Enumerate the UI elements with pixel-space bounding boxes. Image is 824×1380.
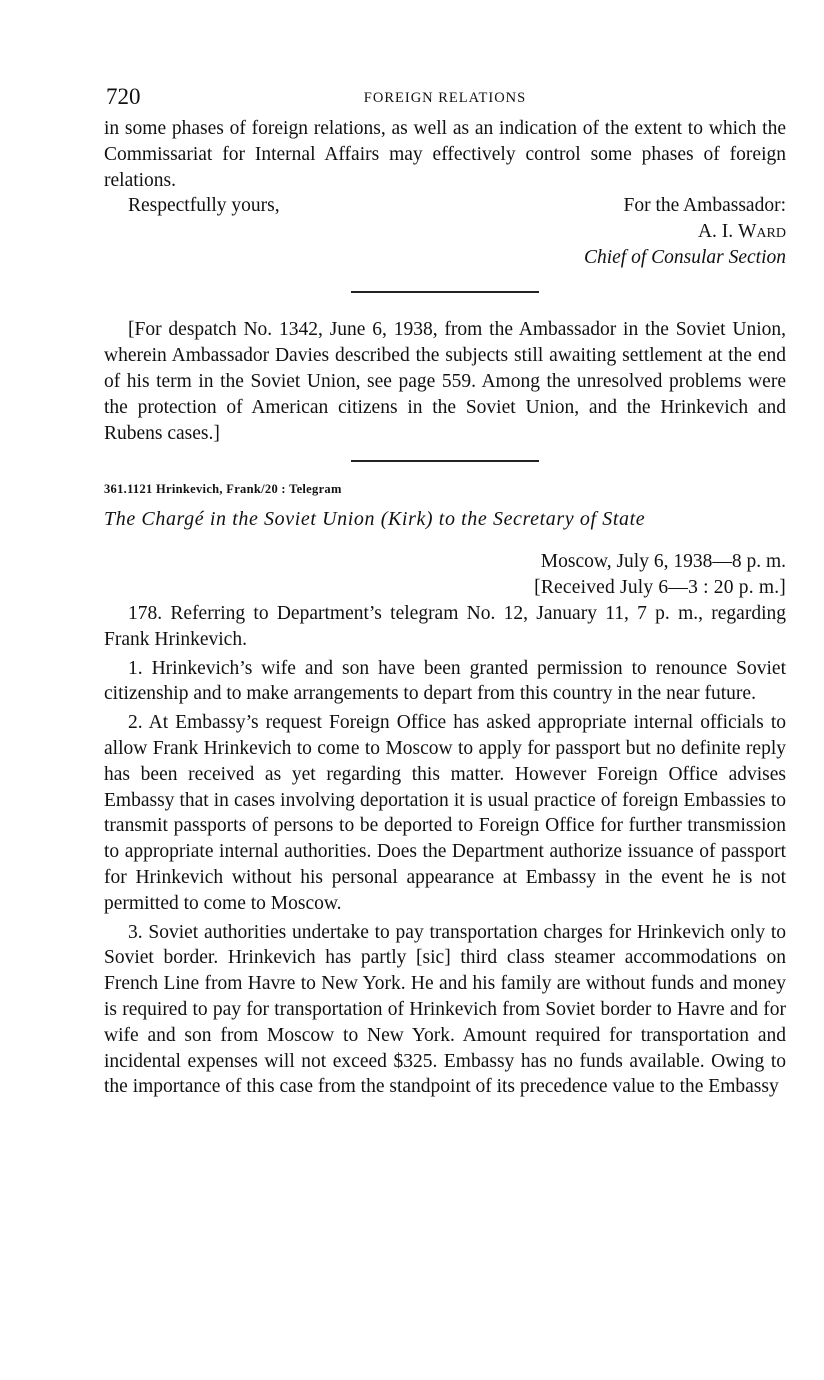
signatory xyxy=(584,193,786,270)
signatory-position: Chief of Consular Section xyxy=(583,246,786,268)
signatory-surname: Ward xyxy=(738,221,786,243)
page-number: 720 xyxy=(106,84,141,109)
section-divider xyxy=(351,291,539,293)
telegram-paragraph: 3. Soviet authorities undertake to pay transportation charges for Hrinkevich only to Soviet border. Hrinkevich has partly [sic] third class steamer accommodations on French Line from Havre to New York. He and his family are without funds and money is required to pay for transportation of Hrinkevich from Soviet border to Havre and for wife and son from Moscow to New York. Amount required for transportation and incidental expenses will not exceed $325. Embassy has no funds available. Owing to the importance of this case from the standpoint of its precedence value to the Embassy xyxy=(104,921,786,1098)
document-page xyxy=(104,84,786,1100)
running-head xyxy=(104,84,786,116)
telegram-paragraph: 1. Hrinkevich’s wife and son have been granted permission to renounce Soviet citizenship and to make arrangements to depart from this country in the near future. xyxy=(104,657,786,705)
telegram-paragraph: 2. At Embassy’s request Foreign Office has asked appropriate internal officials to allow Frank Hrinkevich to come to Moscow to apply for passport but no definite reply has been received as yet regarding this matter. However Foreign Office advises Embassy that in cases involving deportation it is usual practice of foreign Embassies to transmit passports of persons to be deported to Foreign Office for further transmission to appropriate internal authorities. Does the Department authorize issuance of passport for Hrinkevich without his personal appearance at Embassy in the event he is not permitted to come to Moscow. xyxy=(104,712,786,914)
closing-salutation: Respectfully yours, xyxy=(128,195,280,217)
document-title: The Chargé in the Soviet Union (Kirk) to the Secretary of State xyxy=(104,508,646,531)
section-divider xyxy=(351,460,539,462)
dateline-block xyxy=(104,549,786,601)
running-head-title: FOREIGN RELATIONS xyxy=(363,90,527,106)
file-reference: 361.1121 Hrinkevich, Frank/20 : Telegram xyxy=(104,482,342,497)
continuation-paragraph: in some phases of foreign relations, as well as an indication of the extent to which the Commissariat for Internal Affairs may effectively control some phases of foreign relations. xyxy=(104,118,786,191)
signatory-initials: A. I. xyxy=(697,221,734,243)
signature-block xyxy=(104,193,786,271)
received-line: [Received July 6—3 : 20 p. m.] xyxy=(534,577,786,599)
editorial-note: [For despatch No. 1342, June 6, 1938, from the Ambassador in the Soviet Union, wherein Ambassador Davies described the subjects still awaiting settlement at the end of his term in the Soviet Union, see page 559. Among the unresolved problems were the protection of American citizens in the Soviet Union, and the Hrinkevich and Rubens cases.] xyxy=(104,319,786,444)
for-ambassador-line: For the Ambassador: xyxy=(623,195,786,217)
telegram-paragraph: 178. Referring to Department’s telegram No. 12, January 11, 7 p. m., regarding Frank Hrinkevich. xyxy=(104,602,786,650)
dateline: Moscow, July 6, 1938—8 p. m. xyxy=(540,551,786,573)
signatory-name xyxy=(584,219,786,245)
